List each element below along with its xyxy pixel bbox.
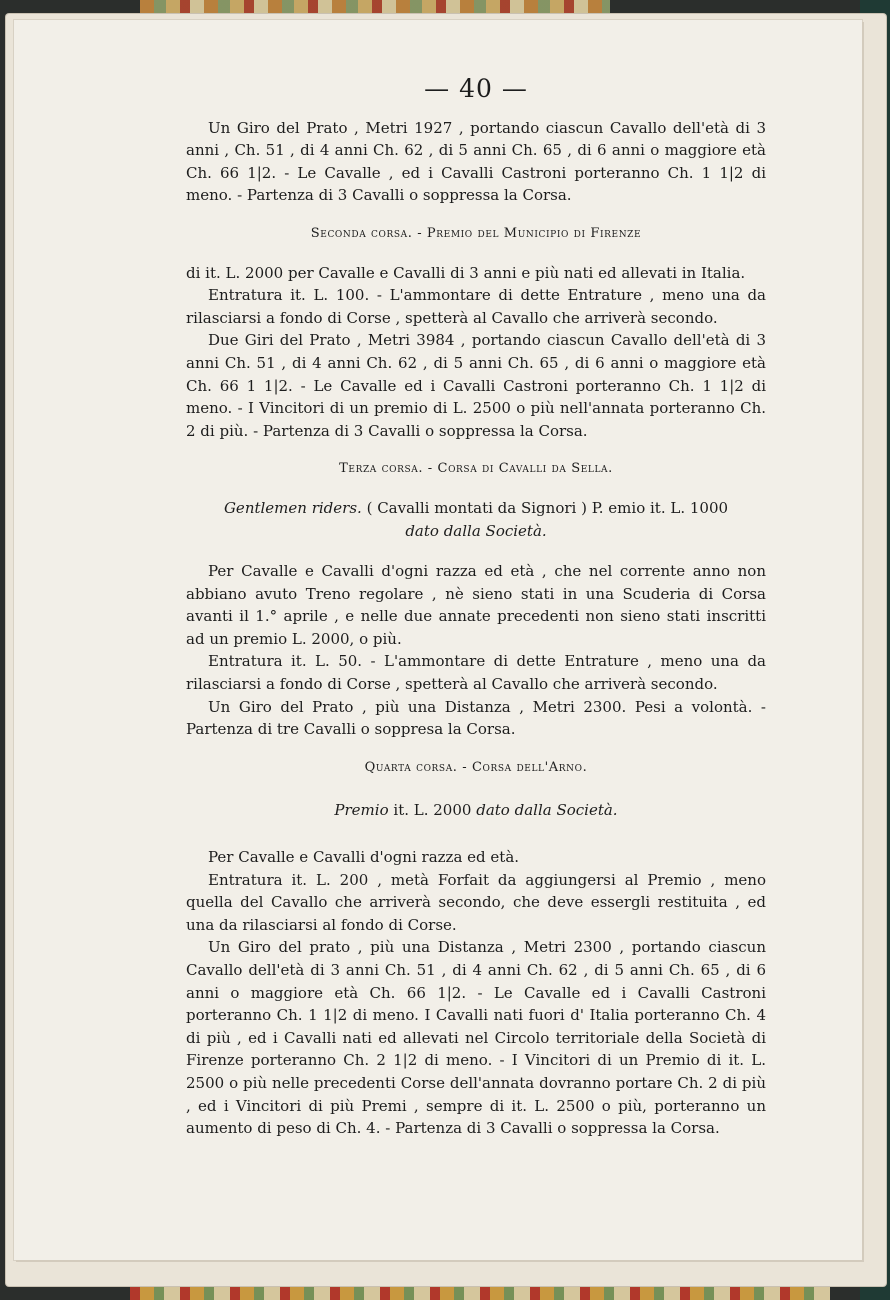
seconda-corsa-heading: Seconda corsa. - Premio del Municipio di Firenze (310, 225, 642, 241)
quarta-paragraph-2: Entratura it. L. 200 , metà Forfait da aggiungersi al Premio , meno quella del Cavallo che arriverà secondo, che deve essergli restituita , ed una da rilasciarsi al fondo di Corse. (186, 870, 766, 934)
page-number: — 40 — (424, 74, 528, 103)
premio-label: Premio (334, 801, 389, 820)
quarta-corsa-heading: Quarta corsa. - Corsa dell'Arno. (364, 759, 588, 775)
seconda-paragraph-1: di it. L. 2000 per Cavalle e Cavalli di 3 anni e più nati ed allevati in Italia. (186, 263, 746, 282)
quarta-paragraph-3: Un Giro del prato , più una Distanza , Metri 2300 , portando ciascun Cavallo dell'età di 3 anni Ch. 51 , di 4 anni Ch. 62 , di 5 anni Ch. 65 , di 6 anni o maggiore età Ch. 66 1|2. - Le Cavalle ed i Cavalli Castroni porteranno Ch. 1 1|2 di meno. I Cavalli nati fuori d' Italia porteranno Ch. 4 di più , ed i Cavalli nati ed allevati nel Circolo territoriale della Società di Firenze porteranno Ch. 2 1|2 di meno. - I Vincitori di un Premio di it. L. 2500 o più nelle precedenti Corse dell'annata dovranno portare Ch. 2 di più , ed i Vincitori di più Premi , sempre di it. L. 2500 o più, porteranno un aumento di peso di Ch. 4. - Partenza di 3 Cavalli o soppressa la Corsa. (186, 938, 766, 1138)
premio-amount: it. L. 2000 (393, 801, 472, 820)
quarta-paragraph-1: Per Cavalle e Cavalli d'ogni razza ed età. (208, 848, 520, 867)
dato-dalla-societa: dato dalla Società. (405, 521, 547, 540)
intro-paragraph: Un Giro del Prato , Metri 1927 , portando ciascun Cavallo dell'età di 3 anni , Ch. 51 , di 4 anni Ch. 62 , di 5 anni Ch. 65 , di 6 anni o maggiore età Ch. 66 1|2. - Le Cavalle , ed i Cavalli Castroni porteranno Ch. 1 1|2 di meno. - Partenza di 3 Cavalli o soppressa la Corsa. (186, 118, 766, 205)
premio-tail: dato dalla Società. (476, 801, 618, 820)
gentlemen-riders-detail: ( Cavalli montati da Signori ) P. emio it. L. 1000 (366, 498, 729, 517)
terza-paragraph-2: Entratura it. L. 50. - L'ammontare di dette Entrature , meno una da rilasciarsi a fondo di Corse , spetterà al Cavallo che arriverà secondo. (186, 652, 766, 694)
gentlemen-riders-line (186, 497, 766, 542)
terza-paragraph-1: Per Cavalle e Cavalli d'ogni razza ed età , che nel corrente anno non abbiano avuto Treno regolare , nè sieno stati in una Scuderia di Corsa avanti il 1.° aprile , e nelle due annate precedenti non sieno stati inscritti ad un premio L. 2000, o più. (186, 562, 766, 648)
quarta-premio-line (186, 799, 766, 822)
page-text (186, 74, 766, 1140)
gentlemen-riders-label: Gentlemen riders. (223, 498, 362, 517)
seconda-paragraph-2: Entratura it. L. 100. - L'ammontare di dette Entrature , meno una da rilasciarsi a fondo di Corse , spetterà al Cavallo che arriverà secondo. (186, 286, 766, 327)
seconda-paragraph-3: Due Giri del Prato , Metri 3984 , portando ciascun Cavallo dell'età di 3 anni Ch. 51 , di 4 anni Ch. 62 , di 5 anni Ch. 65 , di 6 anni o maggiore età Ch. 66 1 1|2. - Le Cavalle ed i Cavalli Castroni porteranno Ch. 1 1|2 di meno. - I Vincitori di un premio di L. 2500 o più nell'annata porteranno Ch. 2 di più. - Partenza di 3 Cavalli o soppressa la Corsa. (186, 331, 766, 440)
terza-corsa-heading: Terza corsa. - Corsa di Cavalli da Sella. (339, 461, 613, 477)
terza-paragraph-3: Un Giro del Prato , più una Distanza , Metri 2300. Pesi a volontà. - Partenza di tre Cavalli o soppresa la Corsa. (186, 697, 766, 739)
